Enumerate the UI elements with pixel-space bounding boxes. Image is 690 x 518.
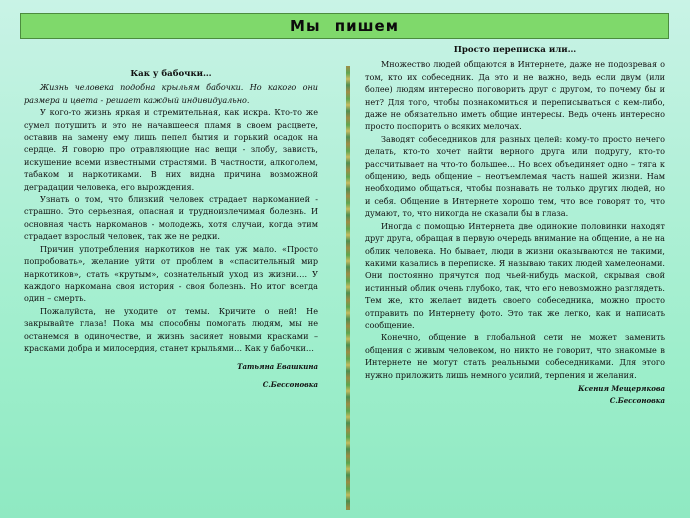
left-article (24, 68, 318, 389)
left-article-paragraph: Причин употребления наркотиков не так уж мало. «Просто попробовать», желание уйти от проблем в «спасительный мир наркотиков», стать «крутым», сознательный уход из жизни…. У каждого наркомана своя история - своя болезнь. Но итог всегда один – смерть. (24, 243, 318, 304)
left-article-place: С.Бессоновка (262, 379, 318, 389)
section-title: Мы пишем (290, 17, 399, 35)
right-article-place: С.Бессоновка (609, 396, 665, 406)
right-article-author: Ксения Мещерякова (578, 383, 665, 393)
column-divider (346, 66, 350, 510)
section-banner (20, 13, 669, 39)
right-article-paragraph: Заводят собеседников для разных целей: кому-то просто нечего делать, кто-то хочет найти верного друга или подругу, кто-то рассчитывает на что-то большее… Но всех объединяет одно – тяга к общению, ведь общение – неотъемлемая часть нашей жизни. Нам необходимо общаться, чтобы познавать не только других людей, но и себя. Общение в Интернете хорошо тем, что все говорят то, что думают, то, что никогда не сказали бы в глаза. (365, 133, 665, 219)
left-article-paragraph: У кого-то жизнь яркая и стремительная, как искра. Кто-то же сумел потушить и это не начавшееся пламя в своем расцвете, оставив на замену ему лишь пепел бытия и горький осадок на сердце. Я говорю про отравляющие нас вещи - злобу, зависть, искушение всеми известными страстями. В частности, алкоголем, табаком и наркотиками. В них видна причина возможной деградации человека, его вырождения. (24, 107, 318, 192)
left-article-paragraph: Пожалуйста, не уходите от темы. Кричите о ней! Не закрывайте глаза! Пока мы способны помогать людям, мы не останемся в одиночестве, и жизнь засияет новыми красками – красками добра и милосердия, станет крыльями… Как у бабочки… (24, 305, 318, 353)
left-article-paragraph: Жизнь человека подобна крыльям бабочки. Но какого они размера и цвета - решает каждый индивидуально. (24, 82, 318, 105)
right-article-title: Просто переписка или… (453, 45, 577, 55)
right-article-paragraph: Иногда с помощью Интернета две одинокие половинки находят друг друга, обращая в первую очередь внимание на общение, а не на облик человека. Но бывает, люди в жизни оказываются не такими, какими казались в переписке. Я называю таких людей хамелеонами. Они постоянно прячутся под чьей-нибудь маской, скрывая свой истинный облик очень глубоко, так, что его невозможно разглядеть. Тем же, кто желает видеть своего собеседника, можно просто отправить по Интернету фото. Это так же легко, как и написать сообщение. (365, 220, 665, 330)
left-article-paragraph: Узнать о том, что близкий человек страдает наркоманией - страшно. Это серьезная, опасная и трудноизлечимая болезнь. И основная часть наркоманов - молодежь, хотя случаи, когда этим страдает взрослый человек, так же не редки. (24, 194, 318, 242)
right-article (365, 44, 665, 406)
right-article-paragraph: Конечно, общение в глобальной сети не может заменить общения с живым человеком, но никто не говорит, что знакомые в Интернете не могут стать реальными собеседниками. Для этого нужно приложить лишь немного усилий, терпения и желания. (365, 332, 665, 380)
right-article-paragraph: Множество людей общаются в Интернете, даже не подозревая о том, кто их собеседник. Да это и не важно, ведь если двум (или более) людям интересно поговорить друг с другом, то почему бы и нет? Для того, чтобы познакомиться и переписываться с кем-либо, даже не обязательно иметь общие интересы. Ведь очень интересно просто поспорить о всяких мелочах. (365, 59, 665, 132)
left-article-title: Как у бабочки… (130, 69, 212, 79)
left-article-author: Татьяна Евашкина (237, 362, 318, 372)
